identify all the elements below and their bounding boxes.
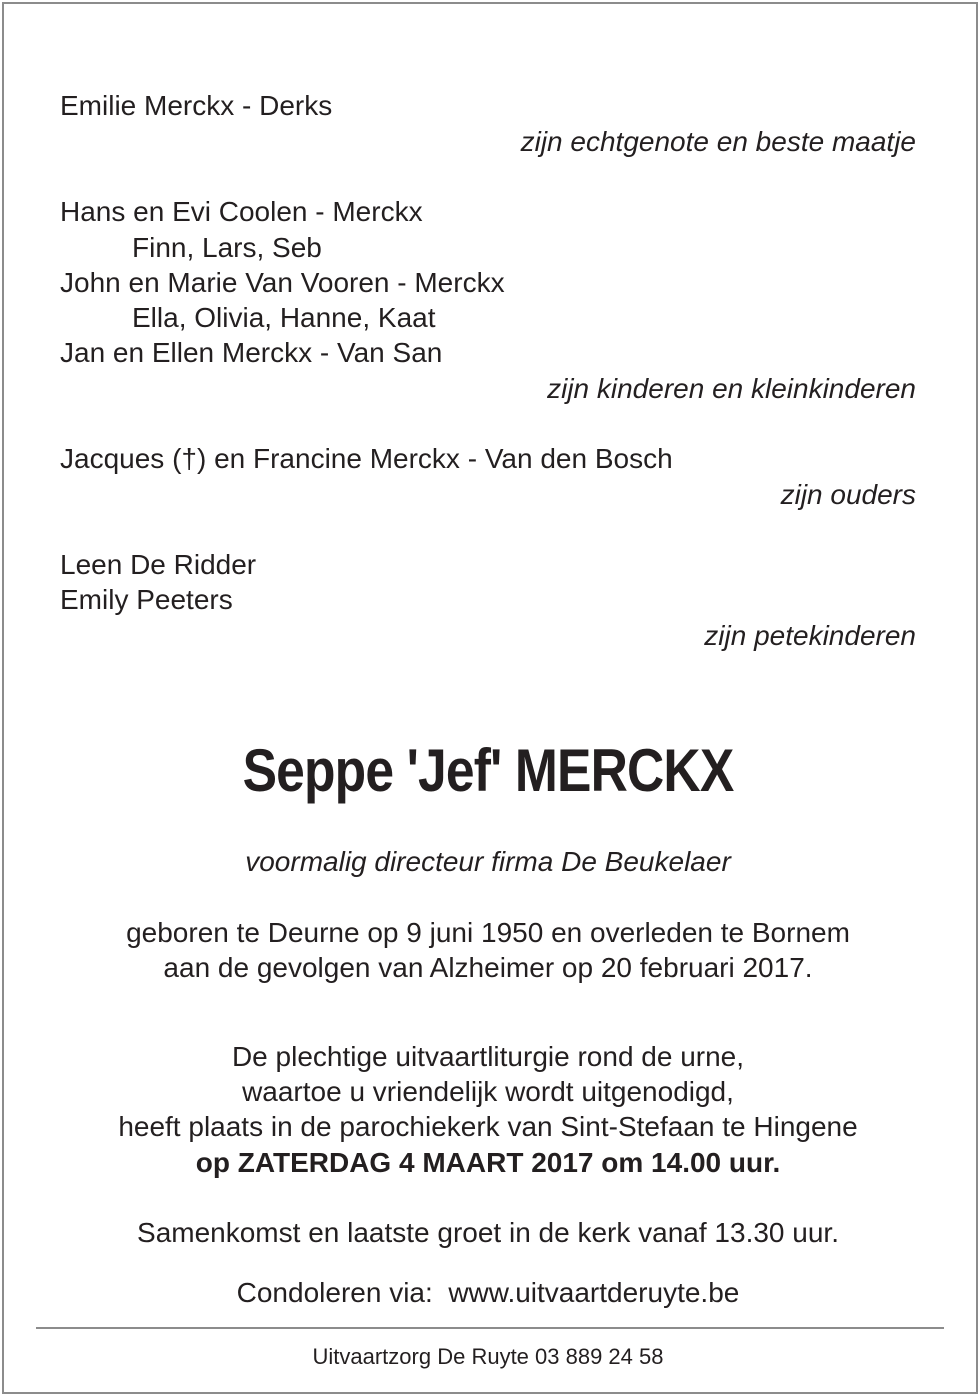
- ceremony-line-3: heeft plaats in de parochiekerk van Sint-Stefaan te Hingene: [118, 1111, 858, 1142]
- footer-divider: [36, 1327, 944, 1329]
- birth-death-line-1: geboren te Deurne op 9 juni 1950 en overleden te Bornem: [126, 917, 850, 948]
- spouse-role: zijn echtgenote en beste maatje: [520, 126, 916, 157]
- condolence-link[interactable]: Condoleren via: www.uitvaartderuyte.be: [236, 1277, 740, 1308]
- child-3: Jan en Ellen Merckx - Van San: [60, 337, 443, 368]
- godchildren-role: zijn petekinderen: [704, 620, 916, 651]
- parents-name: Jacques (†) en Francine Merckx - Van den Bosch: [60, 443, 673, 474]
- ceremony-date: op ZATERDAG 4 MAART 2017 om 14.00 uur.: [195, 1147, 781, 1178]
- birth-death-line-2: aan de gevolgen van Alzheimer op 20 februari 2017.: [163, 952, 813, 983]
- godchild-1: Leen De Ridder: [60, 549, 257, 580]
- child-1: Hans en Evi Coolen - Merckx: [60, 196, 423, 227]
- ceremony-line-2: waartoe u vriendelijk wordt uitgenodigd,: [242, 1076, 734, 1107]
- grandchildren-2: Ella, Olivia, Hanne, Kaat: [132, 302, 436, 333]
- parents-role: zijn ouders: [780, 479, 916, 510]
- spouse-name: Emilie Merckx - Derks: [60, 90, 333, 121]
- gathering-text: Samenkomst en laatste groet in de kerk vanaf 13.30 uur.: [137, 1217, 839, 1248]
- deceased-name: Seppe 'Jef' MERCKX: [242, 737, 734, 804]
- godchild-2: Emily Peeters: [60, 584, 233, 615]
- children-role: zijn kinderen en kleinkinderen: [547, 373, 916, 404]
- ceremony-line-1: De plechtige uitvaartliturgie rond de urne,: [231, 1041, 745, 1072]
- child-2: John en Marie Van Vooren - Merckx: [60, 267, 505, 298]
- deceased-title: voormalig directeur firma De Beukelaer: [245, 846, 731, 877]
- grandchildren-1: Finn, Lars, Seb: [132, 232, 322, 263]
- undertaker-footer: Uitvaartzorg De Ruyte 03 889 24 58: [312, 1344, 664, 1369]
